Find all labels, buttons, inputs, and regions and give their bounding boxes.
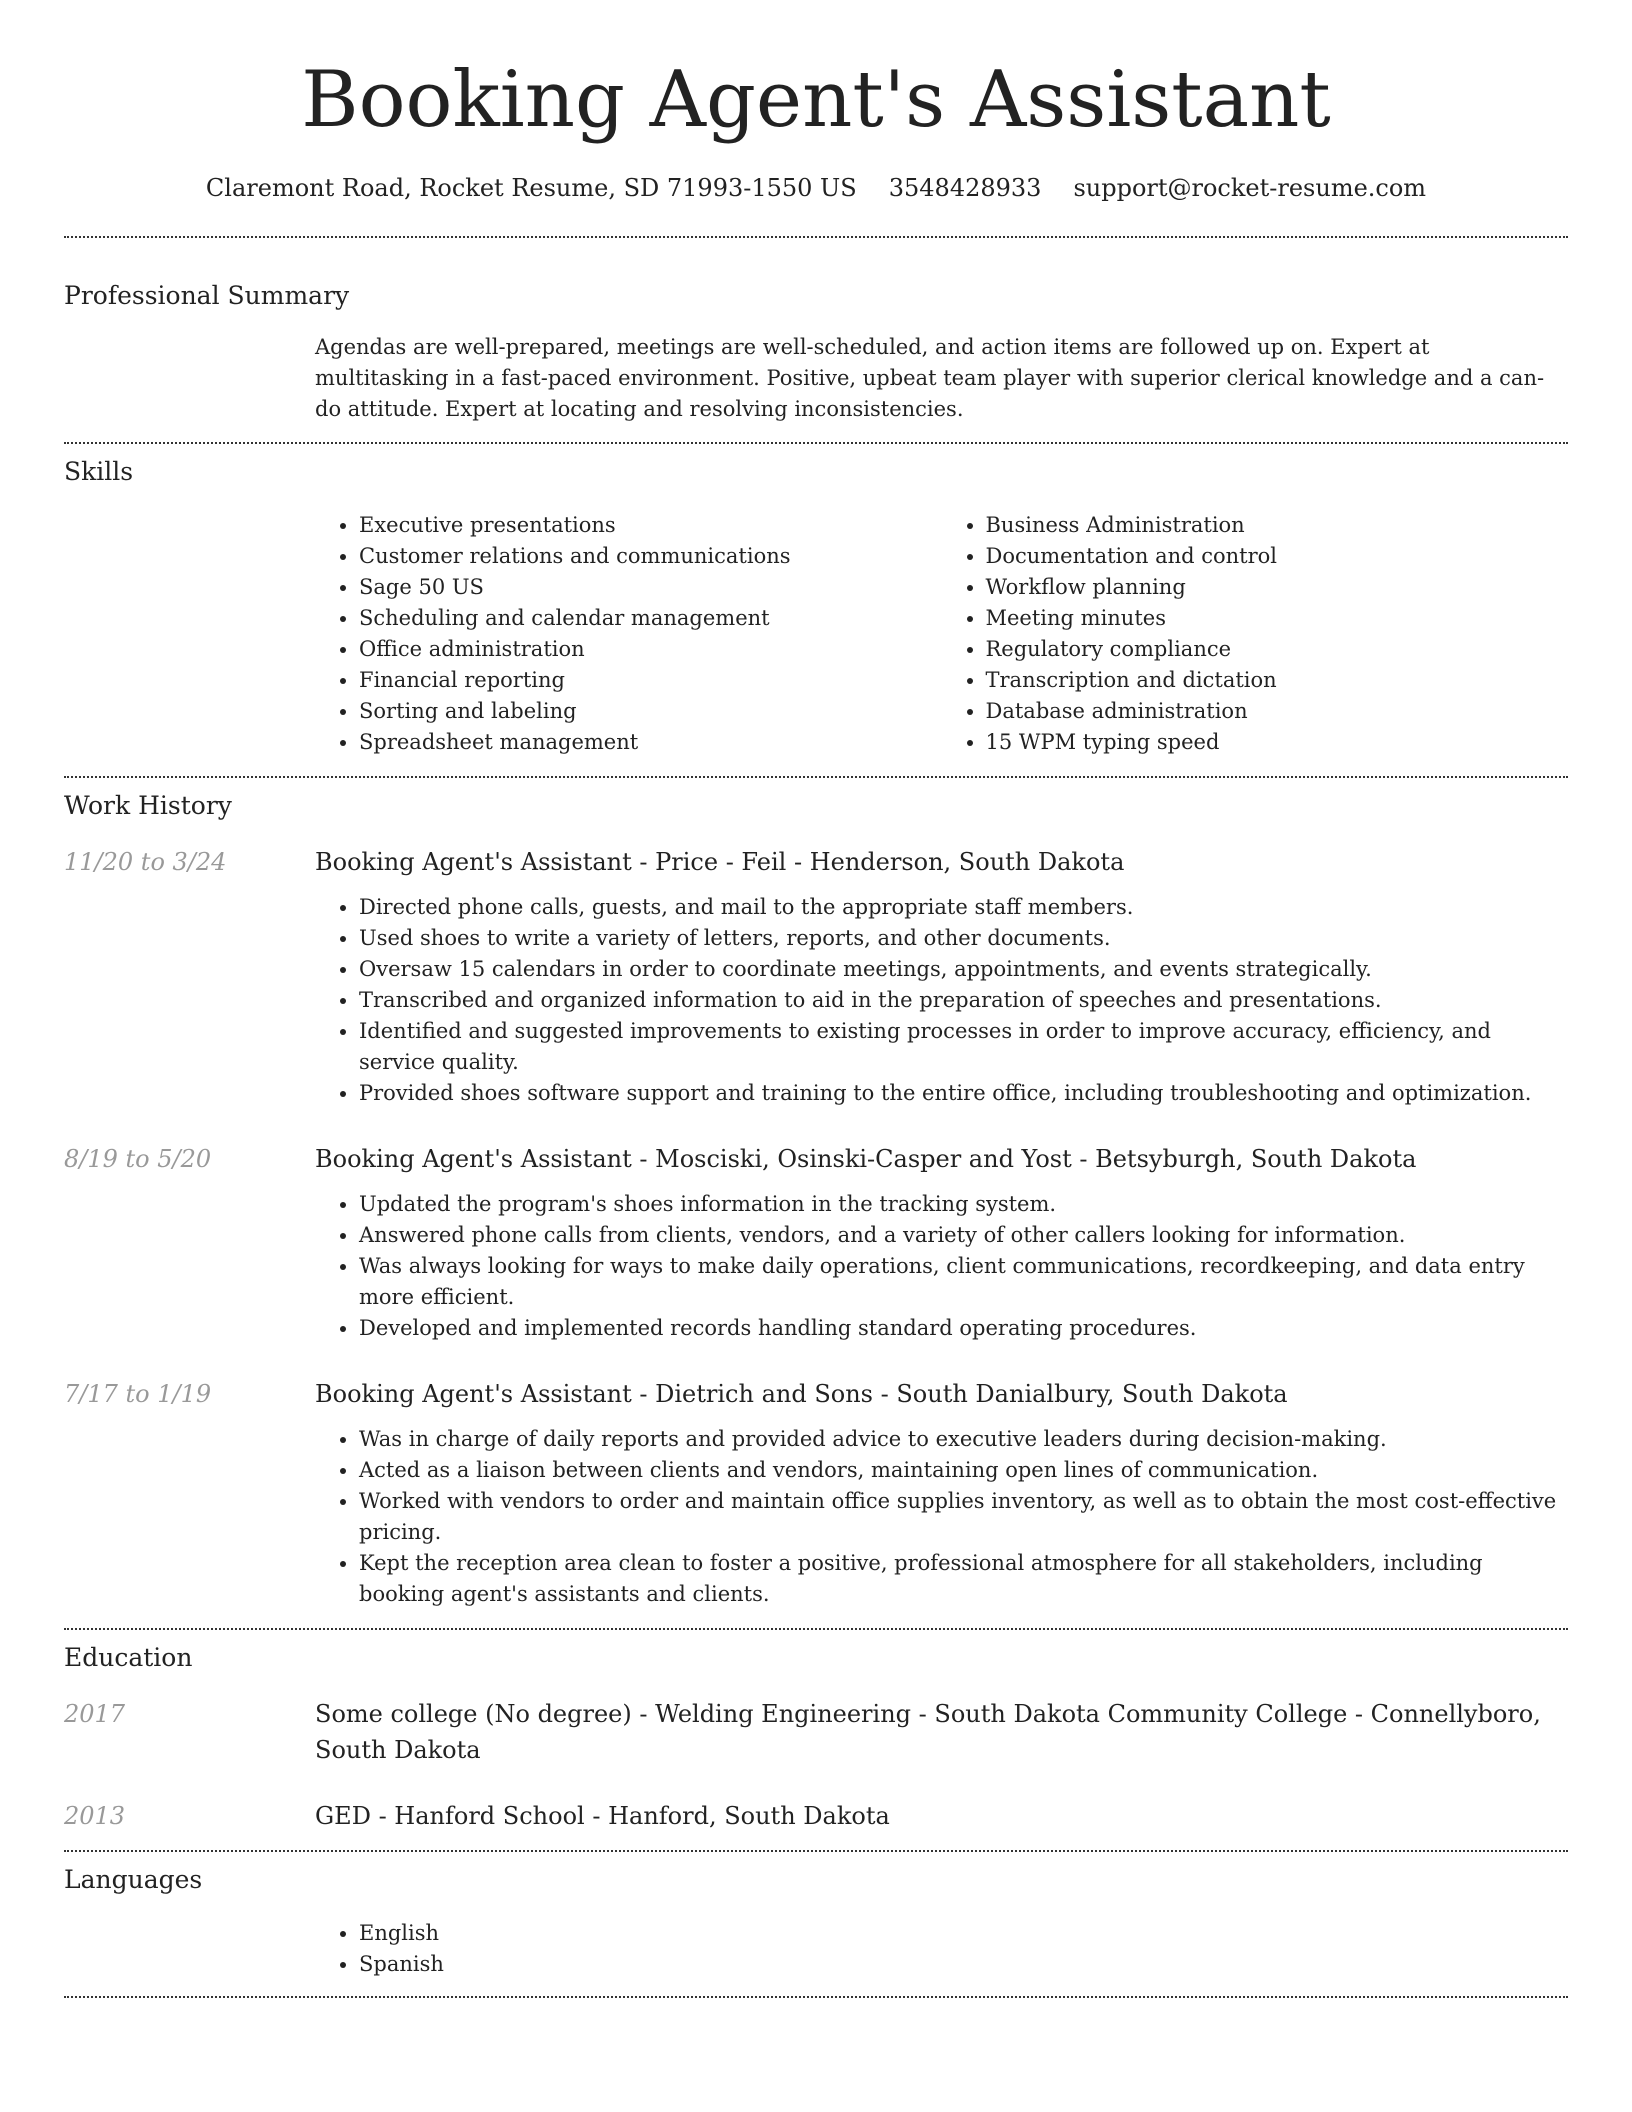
contact-phone: 3548428933 xyxy=(888,174,1042,202)
job-entry xyxy=(64,1141,1568,1344)
job-bullets xyxy=(315,1189,1568,1344)
skill-item: • Workflow planning xyxy=(986,572,1569,603)
languages-content xyxy=(315,1918,1568,1980)
skill-item: • Scheduling and calendar management xyxy=(359,603,942,634)
job-heading: Booking Agent's Assistant - Dietrich and Sons - South Danialbury, South Dakota xyxy=(315,1380,1288,1408)
language-item: • Spanish xyxy=(359,1949,1568,1980)
skills-list-right xyxy=(942,510,1569,758)
education-date: 2013 xyxy=(64,1802,126,1830)
job-bullet: • Used shoes to write a variety of letters, reports, and other documents. xyxy=(359,923,1568,954)
divider xyxy=(64,236,1568,238)
job-heading: Booking Agent's Assistant - Price - Feil - Henderson, South Dakota xyxy=(315,848,1125,876)
job-header xyxy=(64,844,1568,880)
skill-item: • Business Administration xyxy=(986,510,1569,541)
divider xyxy=(64,1996,1568,1998)
divider xyxy=(64,776,1568,778)
section-title-summary: Professional Summary xyxy=(64,281,350,310)
job-date: 7/17 to 1/19 xyxy=(64,1380,212,1408)
contact-line xyxy=(64,172,1568,204)
job-bullet: • Directed phone calls, guests, and mail to the appropriate staff members. xyxy=(359,892,1568,923)
job-bullet: • Developed and implemented records handling standard operating procedures. xyxy=(359,1313,1568,1344)
section-title-languages: Languages xyxy=(64,1865,203,1894)
divider xyxy=(64,1628,1568,1630)
education-heading: Some college (No degree) - Welding Engineering - South Dakota Community College - Connellyboro, South Dakota xyxy=(315,1700,1541,1764)
skill-item: • Spreadsheet management xyxy=(359,727,942,758)
job-bullet: • Updated the program's shoes information in the tracking system. xyxy=(359,1189,1568,1220)
job-header xyxy=(64,1141,1568,1177)
job-bullet: • Transcribed and organized information to aid in the preparation of speeches and presentations. xyxy=(359,985,1568,1016)
job-bullet: • Kept the reception area clean to foster a positive, professional atmosphere for all stakeholders, including booking agent's assistants and clients. xyxy=(359,1548,1568,1610)
job-entry xyxy=(64,844,1568,1109)
skill-item: • Financial reporting xyxy=(359,665,942,696)
job-bullet: • Was always looking for ways to make daily operations, client communications, recordkeeping, and data entry more efficient. xyxy=(359,1251,1568,1313)
job-date: 11/20 to 3/24 xyxy=(64,848,227,876)
skill-item: • Documentation and control xyxy=(986,541,1569,572)
job-bullets xyxy=(315,892,1568,1109)
education-section xyxy=(64,1642,1568,1834)
education-heading: GED - Hanford School - Hanford, South Dakota xyxy=(315,1802,890,1830)
skill-item: • Database administration xyxy=(986,696,1569,727)
job-bullet: • Acted as a liaison between clients and vendors, maintaining open lines of communication. xyxy=(359,1455,1568,1486)
contact-email: support@rocket-resume.com xyxy=(1073,174,1427,202)
summary-content xyxy=(315,332,1568,425)
skills-columns xyxy=(315,510,1568,758)
section-title-education: Education xyxy=(64,1643,193,1672)
skill-item: • 15 WPM typing speed xyxy=(986,727,1569,758)
divider xyxy=(64,1850,1568,1852)
job-date: 8/19 to 5/20 xyxy=(64,1145,212,1173)
languages-list xyxy=(315,1918,1568,1980)
education-date: 2017 xyxy=(64,1700,126,1728)
education-entry xyxy=(64,1798,1568,1834)
job-entry xyxy=(64,1376,1568,1610)
job-header xyxy=(64,1376,1568,1412)
skill-item: • Transcription and dictation xyxy=(986,665,1569,696)
work-section xyxy=(64,790,1568,1610)
job-bullet: • Was in charge of daily reports and provided advice to executive leaders during decision-making. xyxy=(359,1424,1568,1455)
job-bullets xyxy=(315,1424,1568,1610)
job-bullet: • Identified and suggested improvements to existing processes in order to improve accuracy, efficiency, and service quality. xyxy=(359,1016,1568,1078)
job-bullet: • Oversaw 15 calendars in order to coordinate meetings, appointments, and events strategically. xyxy=(359,954,1568,985)
skills-list-left xyxy=(315,510,942,758)
skill-item: • Customer relations and communications xyxy=(359,541,942,572)
skill-item: • Meeting minutes xyxy=(986,603,1569,634)
summary-text: Agendas are well-prepared, meetings are well-scheduled, and action items are followed up on. Expert at multitasking in a fast-paced environment. Positive, upbeat team player with superior clerical knowledge and a can-do attitude. Expert at locating and resolving inconsistencies. xyxy=(315,335,1545,421)
section-title-skills: Skills xyxy=(64,457,134,486)
job-bullet: • Provided shoes software support and training to the entire office, including troubleshooting and optimization. xyxy=(359,1078,1568,1109)
job-heading: Booking Agent's Assistant - Mosciski, Osinski-Casper and Yost - Betsyburgh, South Dakota xyxy=(315,1145,1417,1173)
education-entry xyxy=(64,1696,1568,1768)
job-bullet: • Answered phone calls from clients, vendors, and a variety of other callers looking for information. xyxy=(359,1220,1568,1251)
divider xyxy=(64,442,1568,444)
skill-item: • Sorting and labeling xyxy=(359,696,942,727)
skill-item: • Office administration xyxy=(359,634,942,665)
summary-section xyxy=(64,280,1568,425)
skill-item: • Executive presentations xyxy=(359,510,942,541)
language-item: • English xyxy=(359,1918,1568,1949)
skill-item: • Sage 50 US xyxy=(359,572,942,603)
section-title-work: Work History xyxy=(64,791,232,820)
candidate-name: Booking Agent's Assistant xyxy=(301,55,1331,145)
job-bullet: • Worked with vendors to order and maintain office supplies inventory, as well as to obtain the most cost-effective pricing. xyxy=(359,1486,1568,1548)
languages-section xyxy=(64,1864,1568,1980)
skills-section xyxy=(64,456,1568,758)
contact-address: Claremont Road, Rocket Resume, SD 71993-1550 US xyxy=(205,174,857,202)
skill-item: • Regulatory compliance xyxy=(986,634,1569,665)
